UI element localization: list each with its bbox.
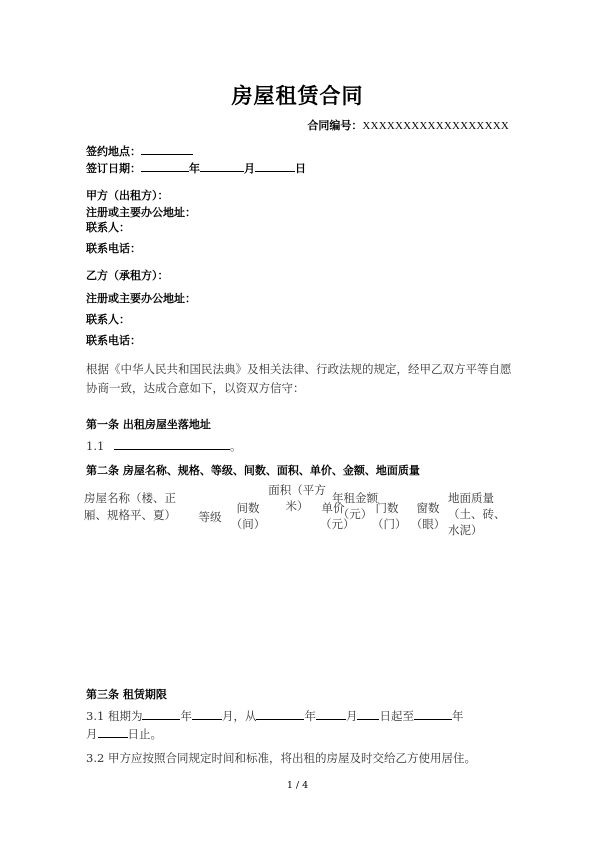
party-a-contact-label: 联系人： xyxy=(86,221,130,234)
header-area: 面积（平方米） xyxy=(268,483,326,513)
header-floor: 地面质量（土、砖、水泥） xyxy=(448,491,506,537)
month-unit: 月 xyxy=(221,709,234,723)
month-unit: 月 xyxy=(244,162,255,175)
header-windows: 窗数（眼） xyxy=(410,501,446,531)
address-blank[interactable] xyxy=(114,438,230,450)
article-1-title: 第一条 出租房屋坐落地址 xyxy=(86,418,211,431)
month-unit: 月 xyxy=(86,727,98,741)
contract-number xyxy=(307,117,509,133)
article-3-1-text-b: ，从 xyxy=(233,709,257,723)
term-months-blank[interactable] xyxy=(192,708,222,720)
start-day-blank[interactable] xyxy=(357,708,379,720)
sign-place-label: 签约地点： xyxy=(86,145,141,158)
header-grade: 等级 xyxy=(198,510,222,524)
document-title: 房屋租赁合同 xyxy=(231,84,364,108)
article-3-1-number: 3.1 xyxy=(86,709,105,723)
party-b-phone-label: 联系电话： xyxy=(86,334,141,347)
sign-place-line xyxy=(86,143,193,159)
article-2-title: 第二条 房屋名称、规格、等级、间数、面积、单价、金额、地面质量 xyxy=(86,464,420,477)
article-1-1-number: 1.1 xyxy=(86,439,105,453)
article-3-title: 第三条 租赁期限 xyxy=(86,688,167,701)
end-year-blank[interactable] xyxy=(414,708,452,720)
sign-date-line xyxy=(86,160,306,176)
party-b-contact-label: 联系人： xyxy=(86,313,130,326)
day-unit: 日 xyxy=(295,162,306,175)
preamble-paragraph: 根据《中华人民共和国民法典》及相关法律、行政法规的规定，经甲乙双方平等自愿协商一致，达成合意如下，以资双方信守： xyxy=(86,362,512,395)
header-rent: 年租金额（元） xyxy=(332,491,378,521)
article-1-1 xyxy=(86,438,241,454)
contract-number-value: XXXXXXXXXXXXXXXXXX xyxy=(362,120,509,132)
start-month-blank[interactable] xyxy=(316,708,346,720)
article-3-1-text-c: 日起至 xyxy=(379,709,414,723)
article-3-1-text-d: 日止。 xyxy=(127,727,162,741)
party-b-address-label: 注册或主要办公地址： xyxy=(86,292,196,305)
article-1-1-end: 。 xyxy=(229,439,242,453)
term-years-blank[interactable] xyxy=(142,708,180,720)
sign-day-blank[interactable] xyxy=(255,160,295,172)
sign-place-blank[interactable] xyxy=(141,143,193,155)
party-a-phone-label: 联系电话： xyxy=(86,242,141,255)
start-year-blank[interactable] xyxy=(256,708,304,720)
year-unit: 年 xyxy=(451,709,464,723)
year-unit: 年 xyxy=(304,709,316,723)
header-name-spec: 房屋名称（楼、正厢、规格平、夏） xyxy=(84,491,176,522)
article-3-1-line2 xyxy=(86,726,162,742)
header-doors: 门数（门） xyxy=(372,501,407,531)
year-unit: 年 xyxy=(180,709,192,723)
party-b-title: 乙方（承租方）： xyxy=(86,269,169,282)
header-unit-price: 单价（元） xyxy=(320,501,355,531)
article-3-1-line1 xyxy=(86,708,463,724)
month-unit: 月 xyxy=(345,709,358,723)
sign-month-blank[interactable] xyxy=(200,160,244,172)
sign-date-label: 签订日期： xyxy=(86,162,141,175)
party-a-title: 甲方（出租方）： xyxy=(86,189,169,202)
contract-number-label: 合同编号： xyxy=(307,119,363,132)
end-day-blank[interactable] xyxy=(98,726,128,738)
page-number: 1 / 4 xyxy=(286,780,309,791)
sign-year-blank[interactable] xyxy=(141,160,189,172)
party-a-address-label: 注册或主要办公地址： xyxy=(86,206,196,219)
article-3-2: 3.2 甲方应按照合同规定时间和标准，将出租的房屋及时交给乙方使用居住。 xyxy=(86,751,476,765)
article-3-1-text-a: 租期为 xyxy=(107,709,143,723)
year-unit: 年 xyxy=(189,162,200,175)
header-rooms: 间数（间） xyxy=(230,501,266,531)
